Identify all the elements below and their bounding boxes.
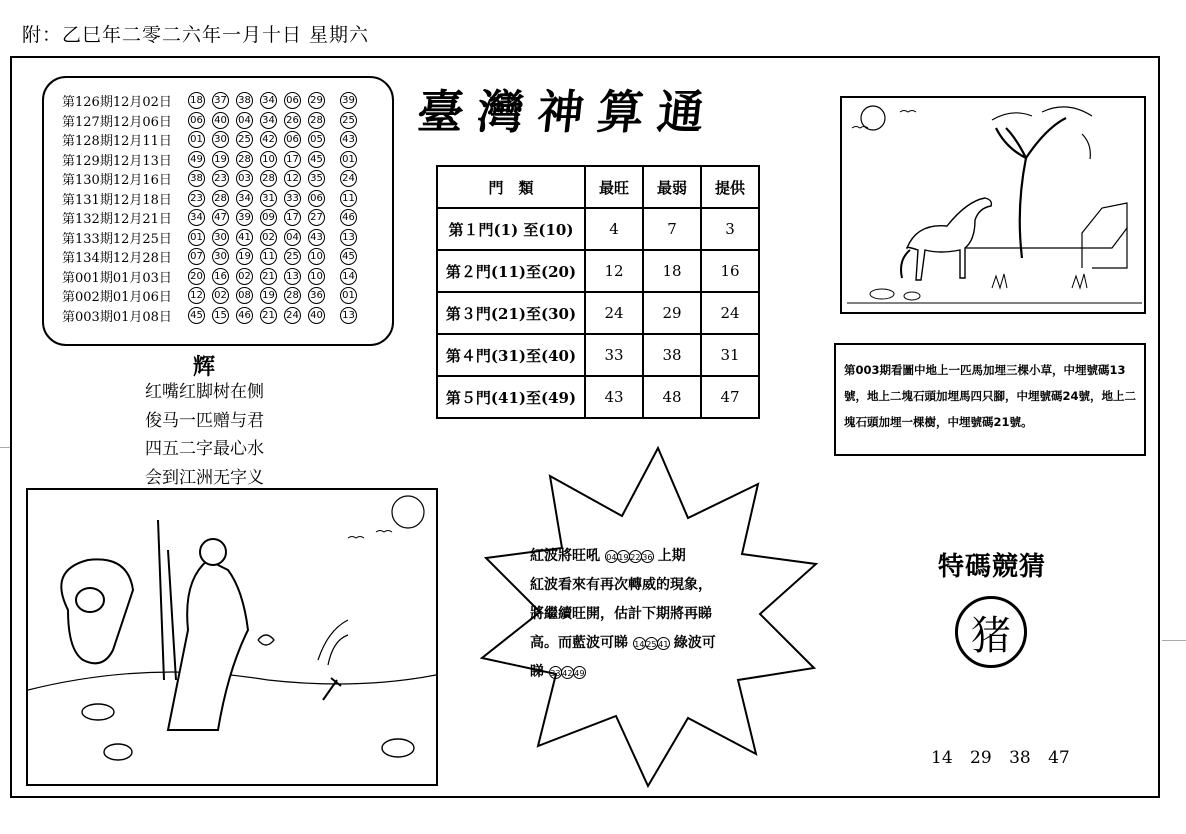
number-ball: 45 bbox=[340, 248, 357, 265]
history-row bbox=[62, 111, 380, 131]
number-ball: 40 bbox=[308, 307, 325, 324]
history-panel bbox=[42, 76, 394, 346]
number-ball: 28 bbox=[308, 112, 325, 129]
history-period: 第134期12月28日 bbox=[62, 251, 172, 267]
history-numbers bbox=[188, 229, 357, 246]
horse-illustration bbox=[840, 96, 1146, 314]
history-row bbox=[62, 91, 380, 111]
number-ball: 38 bbox=[236, 92, 253, 109]
poem bbox=[145, 378, 264, 492]
column-header: 最旺 bbox=[585, 166, 643, 208]
number-ball: 43 bbox=[340, 131, 357, 148]
number-ball: 41 bbox=[657, 637, 670, 650]
number-ball: 01 bbox=[188, 131, 205, 148]
bird-icon bbox=[900, 111, 916, 113]
history-numbers bbox=[188, 112, 357, 129]
history-numbers bbox=[188, 268, 357, 285]
zone-label: 第３門(21)至(30) bbox=[437, 292, 585, 334]
zone-max: 12 bbox=[585, 250, 643, 292]
number-ball: 46 bbox=[340, 209, 357, 226]
number-ball: 19 bbox=[212, 151, 229, 168]
zone-max: 43 bbox=[585, 376, 643, 418]
number-ball: 21 bbox=[260, 268, 277, 285]
table-row bbox=[437, 376, 759, 418]
zone-offer: 24 bbox=[701, 292, 759, 334]
number-ball: 39 bbox=[236, 209, 253, 226]
number-ball: 10 bbox=[308, 248, 325, 265]
zone-max: 4 bbox=[585, 208, 643, 250]
number-ball: 21 bbox=[260, 307, 277, 324]
history-period: 第002期01月06日 bbox=[62, 290, 172, 306]
number-ball: 19 bbox=[617, 550, 630, 563]
history-period: 第003期01月08日 bbox=[62, 309, 172, 325]
special-guess-answer: 猪 bbox=[955, 596, 1027, 668]
number-ball: 01 bbox=[340, 287, 357, 304]
table-row bbox=[437, 334, 759, 376]
number-ball: 04 bbox=[236, 112, 253, 129]
number-ball: 02 bbox=[212, 287, 229, 304]
number-ball: 13 bbox=[340, 307, 357, 324]
scene-illustration bbox=[26, 488, 438, 786]
number-ball: 06 bbox=[188, 112, 205, 129]
table-header-row bbox=[437, 166, 759, 208]
history-row bbox=[62, 306, 380, 326]
number-ball: 12 bbox=[284, 170, 301, 187]
star-text-watch: 睇 bbox=[530, 664, 544, 680]
special-guess-title: 特碼競猜 bbox=[938, 552, 1047, 582]
history-numbers bbox=[188, 307, 357, 324]
column-header: 提供 bbox=[701, 166, 759, 208]
number-ball: 15 bbox=[212, 307, 229, 324]
number-ball: 24 bbox=[340, 170, 357, 187]
number-ball: 11 bbox=[260, 248, 277, 265]
history-numbers bbox=[188, 287, 357, 304]
bamboo-icon bbox=[158, 520, 176, 680]
number-ball: 33 bbox=[549, 666, 562, 679]
history-numbers bbox=[188, 92, 357, 109]
page-header: 附：乙巳年二零二六年一月十日 星期六 bbox=[22, 24, 370, 46]
number-ball: 34 bbox=[236, 190, 253, 207]
zone-min: 18 bbox=[643, 250, 701, 292]
history-row bbox=[62, 228, 380, 248]
zone-max: 24 bbox=[585, 292, 643, 334]
number-ball: 41 bbox=[236, 229, 253, 246]
number-ball: 47 bbox=[212, 209, 229, 226]
zone-offer: 16 bbox=[701, 250, 759, 292]
number-ball: 28 bbox=[284, 287, 301, 304]
star-line: 將繼續旺開，估計下期將再睇 bbox=[530, 606, 712, 622]
zone-min: 29 bbox=[643, 292, 701, 334]
history-numbers bbox=[188, 151, 357, 168]
number-ball: 37 bbox=[212, 92, 229, 109]
star-line bbox=[530, 629, 780, 658]
number-ball: 33 bbox=[284, 190, 301, 207]
number-ball: 13 bbox=[284, 268, 301, 285]
number-ball: 43 bbox=[308, 229, 325, 246]
number-ball: 01 bbox=[188, 229, 205, 246]
number-ball: 49 bbox=[188, 151, 205, 168]
number-ball: 24 bbox=[284, 307, 301, 324]
number-ball: 28 bbox=[236, 151, 253, 168]
zone-max: 33 bbox=[585, 334, 643, 376]
number-ball: 39 bbox=[340, 92, 357, 109]
number-ball: 14 bbox=[340, 268, 357, 285]
history-period: 第130期12月16日 bbox=[62, 173, 172, 189]
number-ball: 08 bbox=[236, 287, 253, 304]
horse-icon bbox=[907, 198, 991, 280]
axe-icon bbox=[323, 678, 341, 700]
number-ball: 06 bbox=[308, 190, 325, 207]
number-ball: 46 bbox=[236, 307, 253, 324]
table-row bbox=[437, 292, 759, 334]
number-ball: 05 bbox=[308, 131, 325, 148]
number-ball: 30 bbox=[212, 229, 229, 246]
number-ball: 27 bbox=[308, 209, 325, 226]
poem-line: 俊马一匹赠与君 bbox=[145, 410, 264, 431]
history-period: 第001期01月03日 bbox=[62, 270, 172, 286]
number-ball: 31 bbox=[260, 190, 277, 207]
star-text-post: 上期 bbox=[657, 548, 686, 564]
history-period: 第127期12月06日 bbox=[62, 114, 172, 130]
zone-offer: 31 bbox=[701, 334, 759, 376]
number-ball: 34 bbox=[188, 209, 205, 226]
history-period: 第133期12月25日 bbox=[62, 231, 172, 247]
number-ball: 38 bbox=[188, 170, 205, 187]
column-header: 門 類 bbox=[437, 166, 585, 208]
history-row bbox=[62, 267, 380, 287]
wave-analysis bbox=[530, 542, 780, 687]
number-ball: 12 bbox=[188, 287, 205, 304]
zone-min: 38 bbox=[643, 334, 701, 376]
number-ball: 25 bbox=[340, 112, 357, 129]
number-ball: 20 bbox=[188, 268, 205, 285]
number-ball: 42 bbox=[561, 666, 574, 679]
number-ball: 28 bbox=[212, 190, 229, 207]
star-text-blue: 高。而藍波可睇 bbox=[530, 635, 628, 651]
number-ball: 45 bbox=[308, 151, 325, 168]
hint-note: 第003期看圖中地上一匹馬加埋三棵小草，中埋號碼13號，地上二塊石頭加埋馬四只腳，中埋號碼24號，地上二塊石頭加埋一棵樹，中埋號碼21號。 bbox=[834, 343, 1146, 456]
history-row bbox=[62, 130, 380, 150]
special-numbers: 14 29 38 47 bbox=[931, 748, 1070, 768]
scholar-figure bbox=[168, 560, 248, 730]
star-text-red: 紅波將旺吼 bbox=[530, 548, 600, 564]
zone-label: 第１門(1) 至(10) bbox=[437, 208, 585, 250]
number-ball: 28 bbox=[260, 170, 277, 187]
number-ball: 30 bbox=[212, 248, 229, 265]
number-ball: 36 bbox=[641, 550, 654, 563]
zone-label: 第４門(31)至(40) bbox=[437, 334, 585, 376]
number-ball: 01 bbox=[340, 151, 357, 168]
zone-min: 7 bbox=[643, 208, 701, 250]
history-row bbox=[62, 189, 380, 209]
sun-icon bbox=[392, 496, 424, 528]
number-ball: 06 bbox=[284, 131, 301, 148]
number-ball: 14 bbox=[633, 637, 646, 650]
number-ball: 30 bbox=[212, 131, 229, 148]
star-line bbox=[530, 542, 780, 571]
number-ball: 10 bbox=[260, 151, 277, 168]
scene-drawing bbox=[28, 490, 436, 784]
history-period: 第128期12月11日 bbox=[62, 134, 172, 150]
star-line bbox=[530, 658, 780, 687]
number-ball: 18 bbox=[188, 92, 205, 109]
number-ball: 45 bbox=[188, 307, 205, 324]
number-ball: 35 bbox=[308, 170, 325, 187]
history-numbers bbox=[188, 248, 357, 265]
tree-icon bbox=[996, 118, 1066, 258]
number-ball: 25 bbox=[645, 637, 658, 650]
number-ball: 40 bbox=[212, 112, 229, 129]
star-text-green: 綠波可 bbox=[673, 635, 716, 651]
history-row bbox=[62, 286, 380, 306]
number-ball: 23 bbox=[212, 170, 229, 187]
history-numbers bbox=[188, 170, 357, 187]
poem-line: 四五二字最心水 bbox=[145, 439, 264, 459]
history-row bbox=[62, 208, 380, 228]
number-ball: 23 bbox=[188, 190, 205, 207]
number-ball: 04 bbox=[284, 229, 301, 246]
number-ball: 34 bbox=[260, 112, 277, 129]
number-ball: 16 bbox=[212, 268, 229, 285]
history-period: 第131期12月18日 bbox=[62, 192, 172, 208]
number-ball: 03 bbox=[236, 170, 253, 187]
number-ball: 19 bbox=[260, 287, 277, 304]
number-ball: 36 bbox=[308, 287, 325, 304]
number-ball: 07 bbox=[188, 248, 205, 265]
history-numbers bbox=[188, 209, 357, 226]
column-header: 最弱 bbox=[643, 166, 701, 208]
number-ball: 10 bbox=[308, 268, 325, 285]
number-ball: 06 bbox=[284, 92, 301, 109]
zone-table bbox=[436, 165, 760, 419]
number-ball: 29 bbox=[308, 92, 325, 109]
history-numbers bbox=[188, 131, 357, 148]
bird-icon bbox=[376, 531, 392, 533]
number-ball: 02 bbox=[260, 229, 277, 246]
poem-title: 辉 bbox=[193, 354, 216, 380]
number-ball: 19 bbox=[236, 248, 253, 265]
zone-offer: 47 bbox=[701, 376, 759, 418]
zone-label: 第５門(41)至(49) bbox=[437, 376, 585, 418]
number-ball: 04 bbox=[605, 550, 618, 563]
page-title: 臺灣神算通 bbox=[414, 85, 721, 139]
history-row bbox=[62, 169, 380, 189]
number-ball: 25 bbox=[236, 131, 253, 148]
number-ball: 11 bbox=[340, 190, 357, 207]
history-period: 第129期12月13日 bbox=[62, 153, 172, 169]
star-line: 紅波看來有再次轉威的現象， bbox=[530, 577, 712, 593]
number-ball: 26 bbox=[284, 112, 301, 129]
history-row bbox=[62, 247, 380, 267]
zone-offer: 3 bbox=[701, 208, 759, 250]
bird-icon bbox=[348, 537, 364, 539]
zone-min: 48 bbox=[643, 376, 701, 418]
poem-line: 红嘴红脚树在侧 bbox=[145, 382, 264, 402]
horse-drawing bbox=[842, 98, 1144, 312]
number-ball: 49 bbox=[573, 666, 586, 679]
zone-label: 第２門(11)至(20) bbox=[437, 250, 585, 292]
poem-line: 会到江洲无字义 bbox=[145, 467, 264, 488]
number-ball: 42 bbox=[260, 131, 277, 148]
history-period: 第126期12月02日 bbox=[62, 95, 172, 111]
table-row bbox=[437, 250, 759, 292]
history-row bbox=[62, 150, 380, 170]
number-ball: 02 bbox=[236, 268, 253, 285]
history-numbers bbox=[188, 190, 357, 207]
number-ball: 17 bbox=[284, 209, 301, 226]
fold-mark bbox=[1162, 640, 1186, 641]
history-period: 第132期12月21日 bbox=[62, 212, 172, 228]
number-ball: 34 bbox=[260, 92, 277, 109]
number-ball: 25 bbox=[284, 248, 301, 265]
number-ball: 22 bbox=[629, 550, 642, 563]
table-row bbox=[437, 208, 759, 250]
fold-mark bbox=[0, 447, 10, 448]
number-ball: 17 bbox=[284, 151, 301, 168]
number-ball: 13 bbox=[340, 229, 357, 246]
number-ball: 09 bbox=[260, 209, 277, 226]
